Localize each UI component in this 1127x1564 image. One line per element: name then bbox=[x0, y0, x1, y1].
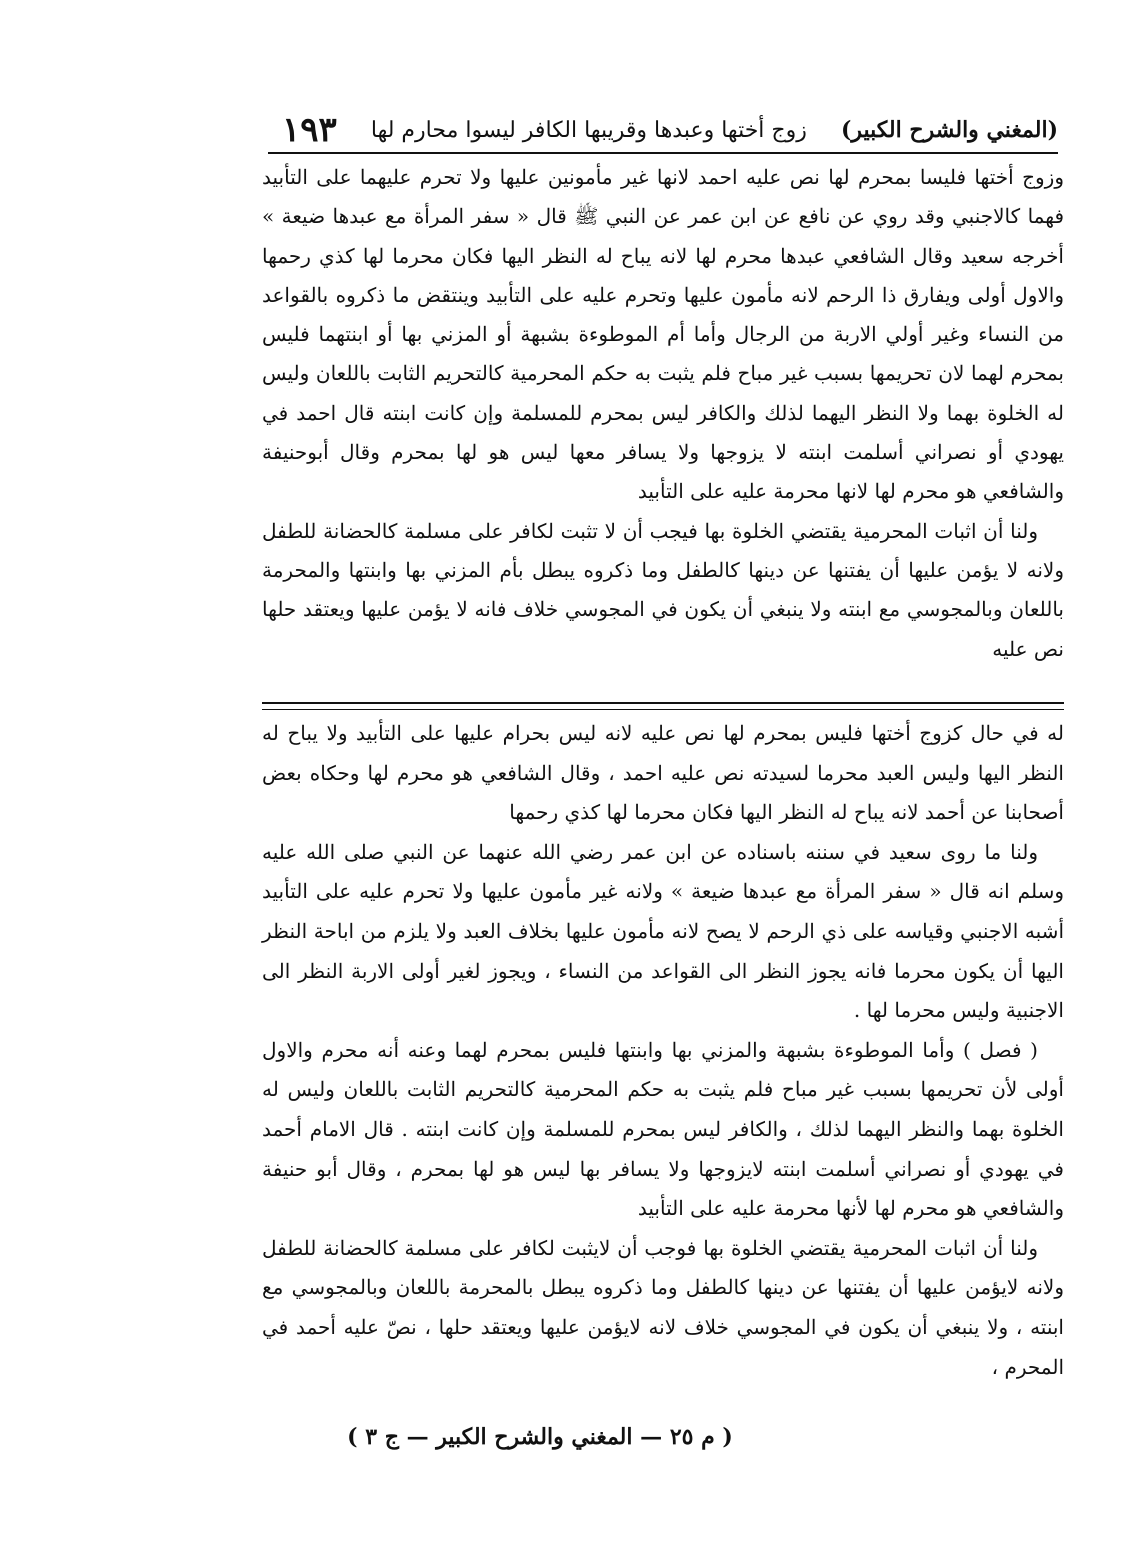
paragraph: ولنا ما روى سعيد في سننه باسناده عن ابن عمر رضي الله عنهما عن النبي صلى الله عليه وسلم انه قال « سفر المرأة مع عبدها ضيعة » ولانه غير مأمون عليها ولا تحرم عليه على التأبيد أشبه الاجنبي وقياسه على ذي الرحم لا يصح لانه مأمون عليها بخلاف العبد ولا يلزم من اباحة النظر اليها أن يكون محرما فانه يجوز النظر الى القواعد من النساء ، ويجوز لغير أولى الاربة النظر الى الاجنبية وليس محرما لها . bbox=[262, 839, 1064, 1023]
paragraph: له في حال كزوج أختها فليس بمحرم لها نص عليه لانه ليس بحرام عليها على التأبيد ولا يباح له النظر اليها وليس العبد محرما لسيدته نص عليه احمد ، وقال الشافعي هو محرم لها وحكاه بعض أصحابنا عن أحمد لانه يباح له النظر اليها فكان محرما لها كذي رحمها bbox=[262, 721, 1064, 825]
page-header bbox=[268, 108, 1058, 154]
page-footer: ( م ٢٥ — المغني والشرح الكبير — ج ٣ ) bbox=[347, 1424, 733, 1450]
main-text-block bbox=[262, 158, 1064, 669]
chapter-heading: زوج أختها وعبدها وقريبها الكافر ليسوا محارم لها bbox=[370, 117, 807, 143]
book-title: (المغني والشرح الكبير) bbox=[840, 117, 1058, 143]
section-divider bbox=[262, 702, 1064, 710]
commentary-text-block bbox=[262, 714, 1064, 1387]
paragraph: وزوج أختها فليسا بمحرم لها نص عليه احمد لانها غير مأمونين عليها ولا تحرم عليهما على التأبيد فهما كالاجنبي وقد روي عن نافع عن ابن عمر عن النبي ﷺ قال « سفر المرأة مع عبدها ضيعة » أخرجه سعيد وقال الشافعي عبدها محرم لها لانه يباح له النظر اليها فكان محرما لها كذي رحمها والاول أولى ويفارق ذا الرحم لانه مأمون عليها وتحرم عليه على التأبيد وينتقض ما ذكروه بالقواعد من النساء وغير أولي الاربة من الرجال وأما أم الموطوءة بشبهة أو المزني بها أو ابنتهما فليس بمحرم لهما لان تحريمها بسبب غير مباح فلم يثبت به حكم المحرمية كالتحريم الثابت باللعان وليس له الخلوة بهما ولا النظر اليهما لذلك والكافر ليس بمحرم للمسلمة وإن كانت ابنته قال احمد في يهودي أو نصراني أسلمت ابنته لا يزوجها ولا يسافر معها ليس هو لها بمحرم وقال أبوحنيفة والشافعي هو محرم لها لانها محرمة عليه على التأبيد bbox=[262, 165, 1064, 504]
paragraph: ولنا أن اثبات المحرمية يقتضي الخلوة بها فيجب أن لا تثبت لكافر على مسلمة كالحضانة للطفل ولانه لا يؤمن عليها أن يفتنها عن دينها كالطفل وما ذكروه يبطل بأم المزني بها وابنتها والمحرمة باللعان وبالمجوسي مع ابنته ولا ينبغي أن يكون في المجوسي خلاف فانه لا يؤمن عليها ويعتقد حلها نص عليه bbox=[262, 518, 1064, 661]
paragraph: ( فصل ) وأما الموطوءة بشبهة والمزني بها وابنتها فليس بمحرم لهما وعنه أنه محرم والاول أولى لأن تحريمها بسبب غير مباح فلم يثبت به حكم المحرمية كالتحريم الثابت باللعان وليس له الخلوة بهما والنظر اليهما لذلك ، والكافر ليس بمحرم للمسلمة وإن كانت ابنته . قال الامام أحمد في يهودي أو نصراني أسلمت ابنته لايزوجها ولا يسافر بها ليس هو لها بمحرم ، وقال أبو حنيفة والشافعي هو محرم لها لأنها محرمة عليه على التأبيد bbox=[262, 1037, 1064, 1221]
page-number: ١٩٣ bbox=[282, 110, 337, 150]
paragraph: ولنا أن اثبات المحرمية يقتضي الخلوة بها فوجب أن لايثبت لكافر على مسلمة كالحضانة للطفل ولانه لايؤمن عليها أن يفتنها عن دينها كالطفل وما ذكروه يبطل بالمحرمة باللعان وبالمجوسي مع ابنته ، ولا ينبغي أن يكون في المجوسي خلاف لانه لايؤمن عليها ويعتقد حلها ، نصّ عليه أحمد في المحرم ، bbox=[262, 1235, 1064, 1379]
